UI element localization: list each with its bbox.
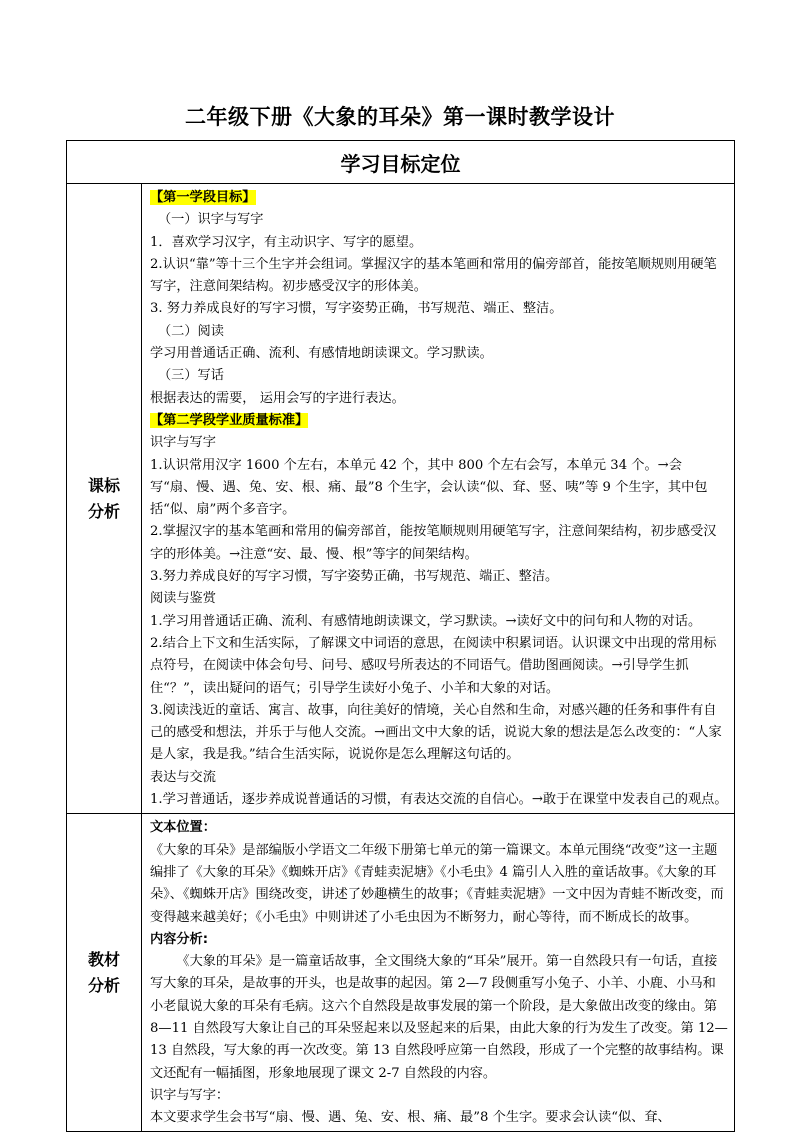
section-header: 学习目标定位 [67, 141, 735, 184]
kebiao-content [142, 184, 735, 814]
jiaocai-label-line-1: 教材 [87, 949, 120, 969]
subheading-yuedu: （二）阅读 [158, 323, 224, 339]
subheading-shizi-2: 识字与写字 [150, 435, 216, 451]
lesson-design-table [66, 140, 735, 1132]
paragraph: 《大象的耳朵》是部编版小学语文二年级下册第七单元的第一篇课文。本单元围绕“改变”这一主题编排了《大象的耳朵》《蜘蛛开店》《青蛙卖泥塘》《小毛虫》4 篇引人入胜的童话故事。《大象的耳朵》、《蜘蛛开店》围绕改变，讲述了妙趣横生的故事；《青蛙卖泥塘》一文中因为青蛙不断改变，而变得越来越美好；《小毛虫》中则讲述了小毛虫因为不断努力，耐心等待，而不断成长的故事。 [150, 842, 724, 925]
paragraph: 1.认识常用汉字 1600 个左右，本单元 42 个，其中 800 个左右会写，本单元 34 个。→会写“扇、慢、遇、兔、安、根、痛、最”8 个生字，会认读“似、耷、竖、咦”等 9 个生字，其中包括“似、扇”两个多音字。 [150, 457, 708, 518]
kebiao-label [67, 184, 142, 814]
subheading-yuedu-jianshang: 阅读与鉴赏 [150, 591, 216, 607]
subheading-neirong-fenxi: 内容分析: [150, 931, 209, 947]
paragraph: 3.阅读浅近的童话、寓言、故事，向往美好的情境，关心自然和生命，对感兴趣的任务和事件有自己的感受和想法，并乐于与他人交流。→画出文中大象的话，说说大象的想法是怎么改变的：“人家是人家，我是我。”结合生活实际，说说你是怎么理解这句话的。 [150, 702, 722, 763]
paragraph: 2.结合上下文和生活实际，了解课文中词语的意思，在阅读中积累词语。认识课文中出现的常用标点符号，在阅读中体会句号、问号、感叹号所表达的不同语气。借助图画阅读。→引导学生抓住“？”，读出疑问的语气；引导学生读好小兔子、小羊和大象的对话。 [150, 635, 717, 696]
subheading-shizi-xiezi: 识字与写字： [150, 1087, 230, 1103]
paragraph: 《大象的耳朵》是一篇童话故事，全文围绕大象的“耳朵”展开。第一自然段只有一句话，直接写大象的耳朵，是故事的开头，也是故事的起因。第 2—7 段侧重写小兔子、小羊、小鹿、小马和小老鼠说大象的耳朵有毛病。这六个自然段是故事发展的第一个阶段，是大象做出改变的缘由。第 8—11 自然段写大象让自己的耳朵竖起来以及竖起来的后果，由此大象的行为发生了改变。第 12—13 自然段，写大象的再一次改变。第 13 自然段呼应第一自然段，形成了一个完整的故事结构。课文还配有一幅插图，形象地展现了课文 2-7 自然段的内容。 [150, 954, 728, 1081]
paragraph: 2.认识“靠”等十三个生字并会组词。掌握汉字的基本笔画和常用的偏旁部首，能按笔顺规则用硬笔写字，注意间架结构。初步感受汉字的形体美。 [150, 256, 717, 295]
paragraph: 1．喜欢学习汉字，有主动识字、写字的愿望。 [150, 234, 423, 250]
jiaocai-content [142, 814, 735, 1132]
subheading-wenben-weizhi: 文本位置： [150, 820, 216, 836]
paragraph: 学习用普通话正确、流利、有感情地朗读课文。学习默读。 [150, 346, 493, 362]
subheading-biaoda-jiaoliu: 表达与交流 [150, 769, 216, 785]
stage-one-goal-heading: 【第一学段目标】 [150, 190, 256, 205]
paragraph: 根据表达的需要， 运用会写的字进行表达。 [150, 390, 405, 406]
paragraph: 1.学习普通话，逐步养成说普通话的习惯，有表达交流的自信心。→敢于在课堂中发表自己的观点。 [150, 792, 728, 808]
page-title: 二年级下册《大象的耳朵》第一课时教学设计 [185, 105, 615, 129]
jiaocai-label [67, 814, 142, 1132]
jiaocai-label-line-2: 分析 [87, 975, 120, 995]
stage-two-standard-heading: 【第二学段学业质量标准】 [150, 412, 309, 428]
subheading-xiehua: （三）写话 [158, 368, 224, 384]
kebiao-label-line-1: 课标 [87, 475, 120, 495]
paragraph: 2.掌握汉字的基本笔画和常用的偏旁部首，能按笔顺规则用硬笔写字，注意间架结构，初步感受汉字的形体美。→注意“安、最、慢、根”等字的间架结构。 [150, 524, 717, 562]
paragraph: 3.努力养成良好的写字习惯，写字姿势正确，书写规范、端正、整洁。 [150, 569, 559, 585]
subheading-shizi: （一）识字与写字 [158, 212, 264, 228]
paragraph: 1.学习用普通话正确、流利、有感情地朗读课文，学习默读。→读好文中的问句和人物的对话。 [150, 613, 702, 629]
paragraph: 本文要求学生会书写“扇、慢、遇、兔、安、根、痛、最”8 个生字。要求会认读“似、耷、 [150, 1110, 671, 1126]
paragraph: 3. 努力养成良好的写字习惯，写字姿势正确，书写规范、端正、整洁。 [150, 301, 563, 317]
kebiao-label-line-2: 分析 [87, 501, 120, 521]
